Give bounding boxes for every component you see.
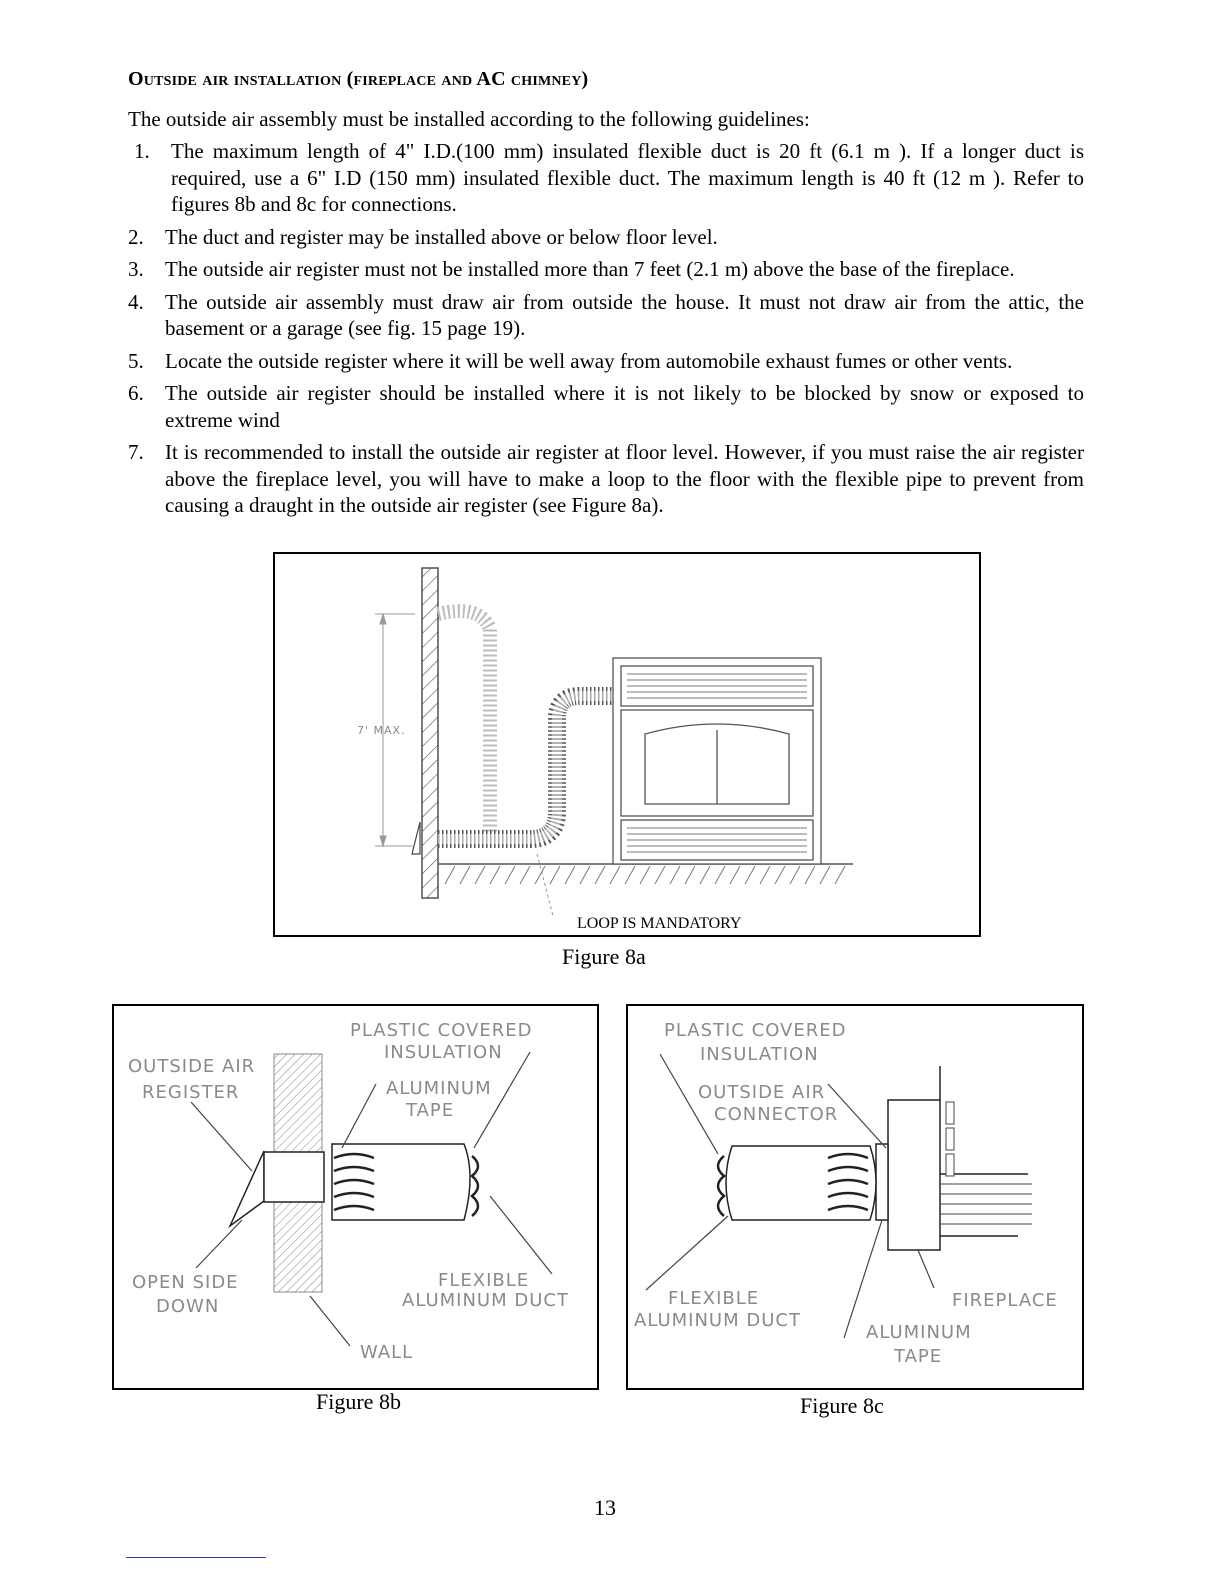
item-text: The outside air assembly must draw air from outside the house. It must not draw air from the attic, the basement or a garage (see fig. 15 page 19). bbox=[165, 289, 1084, 340]
guidelines-list bbox=[128, 138, 1084, 525]
item-number: 7. bbox=[128, 440, 144, 464]
plastic-label-2: INSULATION bbox=[700, 1044, 819, 1065]
list-item bbox=[128, 138, 1084, 218]
open-side-label-1: OPEN SIDE bbox=[132, 1272, 239, 1293]
outside-register bbox=[412, 822, 420, 854]
register-label-2: REGISTER bbox=[142, 1082, 240, 1103]
list-item bbox=[128, 289, 1084, 342]
item-number: 3. bbox=[128, 257, 144, 281]
open-side-label-2: DOWN bbox=[156, 1296, 220, 1317]
figure-8b-caption: Figure 8b bbox=[316, 1389, 401, 1414]
item-text: The duct and register may be installed above or below floor level. bbox=[165, 224, 718, 249]
flexible-duct bbox=[726, 1146, 876, 1220]
figure-8c bbox=[626, 1004, 1084, 1390]
dimension-label: 7' MAX. bbox=[357, 724, 406, 737]
flexible-duct bbox=[438, 696, 615, 839]
register-label-1: OUTSIDE AIR bbox=[128, 1056, 256, 1077]
section-heading: Outside air installation (fireplace and AC chimney) bbox=[128, 68, 589, 90]
item-number: 4. bbox=[128, 289, 144, 314]
plastic-label-1: PLASTIC COVERED bbox=[664, 1020, 847, 1041]
item-text: Locate the outside register where it will be well away from automobile exhaust fumes or other vents. bbox=[165, 348, 1013, 373]
figure-8a bbox=[273, 552, 981, 937]
footnote-rule bbox=[126, 1557, 266, 1558]
connector-label-1: OUTSIDE AIR bbox=[698, 1082, 826, 1103]
item-text: The outside air register should be installed where it is not likely to be blocked by snow or exposed to extreme wind bbox=[165, 381, 1084, 432]
fireplace-label: FIREPLACE bbox=[952, 1290, 1058, 1311]
tape-label-2: TAPE bbox=[406, 1100, 455, 1121]
fireplace-layers bbox=[940, 1184, 1032, 1224]
fireplace bbox=[613, 658, 821, 864]
tape-label-1: ALUMINUM bbox=[866, 1322, 972, 1343]
plastic-label-2: INSULATION bbox=[384, 1042, 503, 1063]
list-item bbox=[128, 380, 1084, 433]
tape-label-1: ALUMINUM bbox=[386, 1078, 492, 1099]
outside-register bbox=[230, 1151, 264, 1226]
plastic-label-1: PLASTIC COVERED bbox=[350, 1020, 533, 1041]
fireplace bbox=[888, 1066, 1028, 1250]
item-number: 5. bbox=[128, 348, 144, 373]
item-text: The maximum length of 4" I.D.(100 mm) insulated flexible duct is 20 ft (6.1 m ). If a longer duct is required, use a 6" I.D (150 mm) insulated flexible duct. The maximum length is 40 ft (12 m ). Refer to figures 8b and 8c for connections. bbox=[171, 139, 1084, 216]
item-text: The outside air register must not be installed more than 7 feet (2.1 m) above the base of the fireplace. bbox=[165, 257, 1015, 281]
duct-label-2: ALUMINUM DUCT bbox=[634, 1310, 801, 1331]
outside-air-connector bbox=[876, 1144, 888, 1220]
item-text: It is recommended to install the outside air register at floor level. However, if you must raise the air register above the fireplace level, you will have to make a loop to the floor with the flexible pipe to prevent from causing a draught in the outside air register (see Figure 8a). bbox=[165, 440, 1084, 517]
tape-label-2: TAPE bbox=[894, 1346, 943, 1367]
raised-duct-ghost bbox=[438, 611, 490, 834]
floor-hatch bbox=[445, 866, 845, 884]
connector-label-2: CONNECTOR bbox=[714, 1104, 839, 1125]
register-sleeve bbox=[264, 1152, 324, 1202]
figure-8b-drawing bbox=[114, 1006, 597, 1388]
list-item bbox=[128, 224, 1084, 251]
list-item bbox=[128, 256, 1084, 283]
item-number: 1. bbox=[134, 139, 150, 163]
figure-8a-caption: Figure 8a bbox=[562, 944, 646, 969]
duct-label-2: ALUMINUM DUCT bbox=[402, 1290, 569, 1311]
figure-8c-drawing bbox=[628, 1006, 1082, 1388]
item-number: 6. bbox=[128, 381, 144, 405]
wall bbox=[422, 568, 438, 898]
wall-label: WALL bbox=[360, 1342, 414, 1363]
page-number: 13 bbox=[594, 1495, 616, 1520]
figure-8b bbox=[112, 1004, 599, 1390]
flexible-duct bbox=[332, 1144, 470, 1220]
loop-note: LOOP IS MANDATORY bbox=[577, 915, 742, 932]
figure-8c-caption: Figure 8c bbox=[800, 1393, 884, 1418]
item-number: 2. bbox=[128, 224, 144, 249]
intro-text: The outside air assembly must be installed according to the following guidelines: bbox=[128, 107, 810, 131]
figure-8a-drawing bbox=[275, 554, 979, 935]
fireplace-slots bbox=[946, 1102, 954, 1176]
duct-label-1: FLEXIBLE bbox=[668, 1288, 760, 1309]
list-item bbox=[128, 439, 1084, 519]
list-item bbox=[128, 348, 1084, 375]
duct-label-1: FLEXIBLE bbox=[438, 1270, 530, 1291]
